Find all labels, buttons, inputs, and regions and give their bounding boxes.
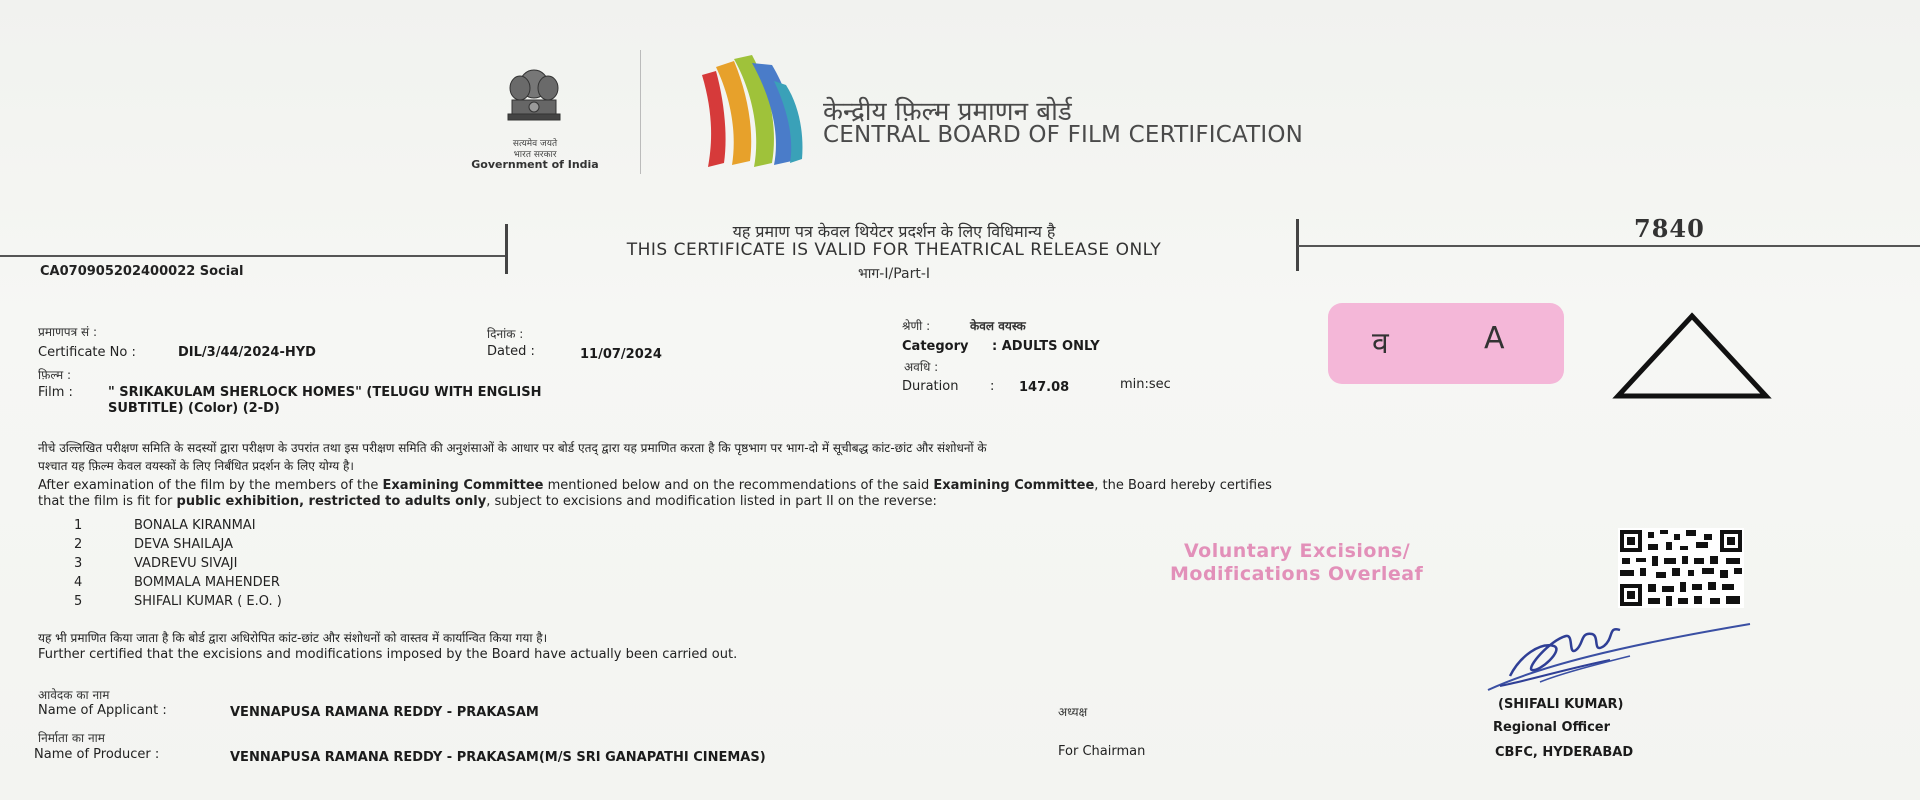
list-item-name: BONALA KIRANMAI [134,518,256,533]
emblem-motto: सत्यमेव जयते [512,139,558,149]
certificate-no-value: DIL/3/44/2024-HYD [178,345,316,360]
header-divider [640,50,641,174]
ashoka-emblem-icon [494,62,574,142]
committee-list [74,518,474,618]
producer-label: Name of Producer : [34,747,160,762]
validity-hindi: यह प्रमाण पत्र केवल थियेटर प्रदर्शन के लिए विधिमान्य है [732,222,1056,241]
category-label: Category [902,339,969,354]
list-item-name: DEVA SHAILAJA [134,537,233,552]
film-title-line-2: SUBTITLE) (Color) (2-D) [108,401,280,416]
board-name-hindi: केन्द्रीय फ़िल्म प्रमाणन बोर्ड [823,97,1072,127]
body-english-line-1 [38,478,1758,494]
body-english [38,478,1758,510]
list-item-name: SHIFALI KUMAR ( E.O. ) [134,594,282,609]
excisions-stamp-line-1: Voluntary Excisions/ [1184,540,1411,562]
duration-label-hindi: अवधि : [904,360,939,374]
signatory-office: CBFC, HYDERABAD [1495,745,1634,760]
body-en-part-1: After examination of the film by the members of the [38,478,383,493]
body-en-part-4: that the film is fit for [38,494,177,509]
further-certified-hindi: यह भी प्रमाणित किया जाता है कि बोर्ड द्वारा अधिरोपित कांट-छांट और संशोधनों को वास्तव में कार्यान्वित किया गया है। [38,631,548,645]
duration-label: Duration [902,379,959,394]
dated-label: Dated : [487,344,535,359]
qr-code-icon [1618,528,1744,608]
list-item [74,537,233,552]
list-item-number: 3 [74,556,83,571]
rating-badge-english: A [1484,321,1505,356]
list-item-name: BOMMALA MAHENDER [134,575,280,590]
list-item-number: 1 [74,518,83,533]
list-item [74,556,237,571]
serial-number: 7840 [1634,214,1705,243]
film-label: Film : [38,385,73,400]
body-en-part-5: , subject to excisions and modification listed in part II on the reverse: [486,494,937,509]
body-hindi-line-1: नीचे उल्लिखित परीक्षण समिति के सदस्यों द्वारा परीक्षण के उपरांत तथा इस परीक्षण समिति की अनुशंसाओं के आधार पर बोर्ड एतद् द्वारा यह प्रमाणित करता है कि पृष्ठभाग पर भाग-दो में सूचीबद्ध कांट-छांट और संशोधनों के [38,441,987,455]
category-value-hindi: केवल वयस्क [970,319,1026,333]
right-rule [1298,245,1920,247]
national-emblem [494,62,574,142]
certificate-no-label-hindi: प्रमाणपत्र सं : [38,325,98,339]
applicant-value: VENNAPUSA RAMANA REDDY - PRAKASAM [230,705,539,720]
body-english-line-2 [38,494,1758,510]
category-label-hindi: श्रेणी : [902,319,931,333]
chairman-hindi: अध्यक्ष [1058,705,1088,719]
board-name-english: CENTRAL BOARD OF FILM CERTIFICATION [823,122,1304,148]
producer-label-hindi: निर्माता का नाम [38,731,105,745]
validity-part: भाग-I/Part-I [857,266,931,282]
signature [1480,616,1760,696]
chairman-english: For Chairman [1058,744,1146,759]
duration-separator: : [990,379,995,394]
body-en-part-2: mentioned below and on the recommendations of the said [543,478,934,493]
validity-english: THIS CERTIFICATE IS VALID FOR THEATRICAL RELEASE ONLY [626,240,1162,260]
dated-value: 11/07/2024 [580,347,662,362]
body-en-part-3: , the Board hereby certifies [1094,478,1272,493]
left-rule-end [505,224,508,274]
body-en-bold-2: Examining Committee [933,478,1095,493]
producer-value: VENNAPUSA RAMANA REDDY - PRAKASAM(M/S SRI GANAPATHI CINEMAS) [230,750,766,765]
duration-value: 147.08 [1019,380,1070,395]
list-item-number: 4 [74,575,83,590]
body-en-bold-3: public exhibition, restricted to adults only [176,494,487,509]
left-rule [0,255,506,257]
cbfc-logo [694,55,804,171]
further-certified-english: Further certified that the excisions and modifications imposed by the Board have actually been carried out. [38,647,738,662]
film-label-hindi: फ़िल्म : [38,368,72,382]
signatory-title: Regional Officer [1493,720,1611,735]
body-hindi-line-2: पश्चात यह फ़िल्म केवल वयस्कों के लिए निर्बंधित प्रदर्शन के लिए योग्य है। [38,459,354,473]
list-item [74,575,280,590]
applicant-label-hindi: आवेदक का नाम [38,688,110,702]
list-item [74,594,282,609]
cbfc-logo-icon [694,55,804,171]
applicant-label: Name of Applicant : [38,703,167,718]
category-value: : ADULTS ONLY [992,339,1100,354]
excisions-stamp-line-2: Modifications Overleaf [1170,563,1424,585]
government-of-india-label: Government of India [471,158,599,171]
list-item [74,518,256,533]
rating-badge-hindi: व [1372,326,1389,361]
signatory-name: (SHIFALI KUMAR) [1498,697,1624,712]
adult-triangle [1612,310,1772,400]
certificate-no-label: Certificate No : [38,345,136,360]
dated-label-hindi: दिनांक : [487,327,524,341]
list-item-number: 5 [74,594,83,609]
film-title-line-1: " SRIKAKULAM SHERLOCK HOMES" (TELUGU WITH ENGLISH [108,385,542,400]
body-en-bold-1: Examining Committee [382,478,544,493]
reference-code: CA070905202400022 Social [40,264,244,279]
rating-badge [1328,303,1564,384]
duration-unit: min:sec [1120,377,1171,392]
emblem-hindi-label: भारत सरकार [513,150,557,160]
signature-icon [1480,616,1760,696]
list-item-number: 2 [74,537,83,552]
qr-code [1618,528,1744,608]
list-item-name: VADREVU SIVAJI [134,556,238,571]
triangle-icon [1612,310,1772,400]
